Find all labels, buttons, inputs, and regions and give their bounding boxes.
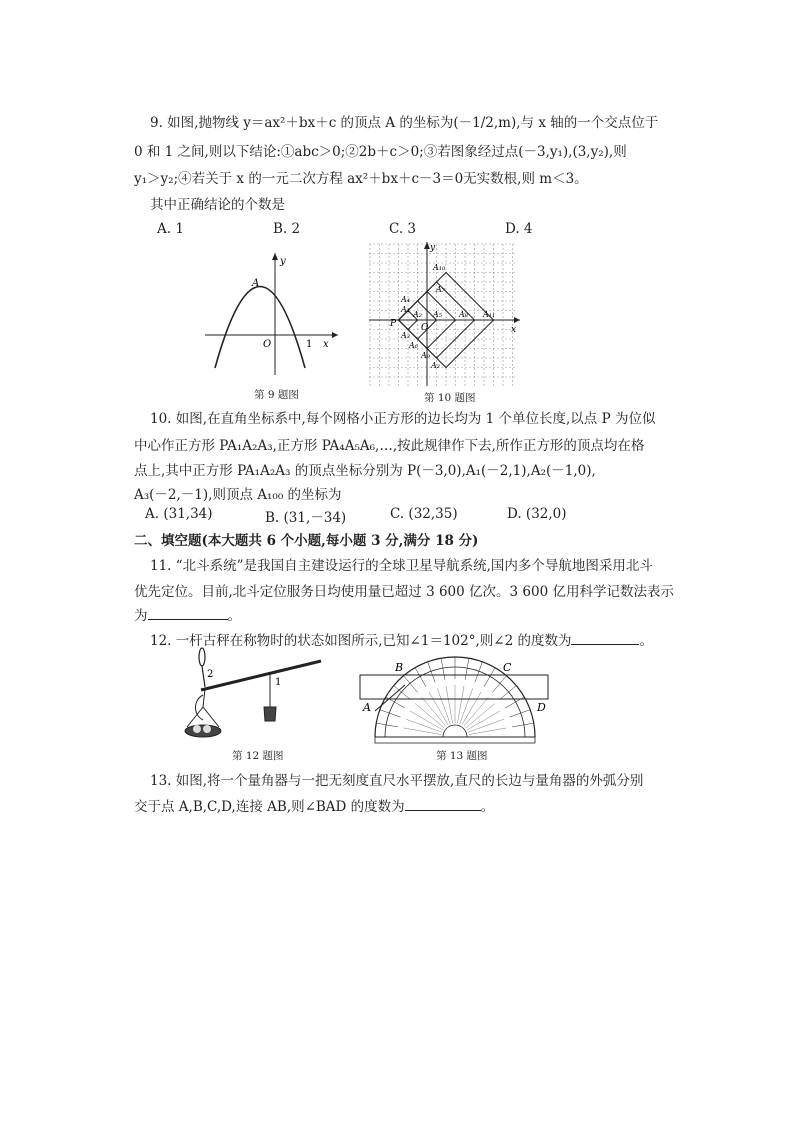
q10-option-b: B. (31,－34) bbox=[265, 510, 347, 526]
fig13-caption: 第 13 题图 bbox=[436, 750, 488, 762]
q10-line3: 点上,其中正方形 PA₁A₂A₃ 的顶点坐标分别为 P(－3,0),A₁(－2,1),A₂(－1,0), bbox=[134, 463, 596, 479]
fig13-c-label: C bbox=[503, 661, 512, 674]
q9-option-d: D. 4 bbox=[505, 221, 533, 237]
fig9-a-label: A bbox=[252, 278, 260, 289]
fig13-protractor-figure bbox=[355, 655, 555, 747]
fig12-caption: 第 12 题图 bbox=[232, 750, 284, 762]
q9-line3: y₁＞y₂;④若关于 x 的一元二次方程 ax²＋bx＋c－3＝0无实数根,则 m＜3。 bbox=[134, 171, 588, 187]
fig10-a6-label: A₆ bbox=[409, 341, 418, 350]
q9-option-a: A. 1 bbox=[157, 221, 184, 237]
fig10-a11-label: A₁₁ bbox=[483, 310, 496, 319]
q12-text: 12. 一杆古秤在称物时的状态如图所示,已知∠1＝102°,则∠2 的度数为 bbox=[150, 633, 572, 649]
fig9-one-label: 1 bbox=[306, 339, 313, 350]
fig10-a1-label: A₁ bbox=[401, 305, 410, 314]
q9-option-c: C. 3 bbox=[389, 221, 417, 237]
q13-line1: 13. 如图,将一个量角器与一把无刻度直尺水平摆放,直尺的长边与量角器的外弧分别 bbox=[150, 773, 644, 789]
fig10-a2-label: A₂ bbox=[413, 310, 422, 319]
q13-suffix: 。 bbox=[480, 799, 495, 815]
q13-line2 bbox=[134, 796, 494, 816]
q11-prefix: 为 bbox=[134, 608, 148, 624]
q9-option-b: B. 2 bbox=[273, 221, 301, 237]
fig9-parabola-figure bbox=[200, 250, 350, 380]
fig12-steelyard-figure bbox=[175, 645, 325, 745]
q11-suffix: 。 bbox=[227, 608, 241, 624]
q12-suffix: 。 bbox=[639, 633, 653, 649]
fig10-o-label: O bbox=[421, 323, 429, 333]
q11-line3 bbox=[134, 605, 241, 625]
fig10-caption: 第 10 题图 bbox=[424, 392, 476, 404]
fig10-a8-label: A₈ bbox=[459, 310, 468, 319]
fig13-d-label: D bbox=[537, 701, 546, 714]
fig10-a5-label: A₅ bbox=[433, 310, 442, 319]
q10-option-d: D. (32,0) bbox=[507, 506, 567, 522]
fig9-x-label: x bbox=[323, 339, 329, 350]
fig10-a9-label: A₉ bbox=[421, 351, 430, 360]
fig10-a10-label: A₁₀ bbox=[433, 263, 446, 272]
fig13-a-label: A bbox=[363, 701, 371, 714]
fig10-a3-label: A₃ bbox=[401, 331, 410, 340]
q10-line1: 10. 如图,在直角坐标系中,每个网格小正方形的边长均为 1 个单位长度,以点 P 为位似 bbox=[150, 411, 656, 427]
q11-answer-blank[interactable] bbox=[148, 605, 228, 620]
section-title-fill-in: 二、填空题(本大题共 6 个小题,每小题 3 分,满分 18 分) bbox=[134, 533, 479, 549]
q9-line4: 其中正确结论的个数是 bbox=[150, 197, 285, 213]
q13-answer-blank[interactable] bbox=[405, 796, 481, 811]
fig10-a12-label: A₂ bbox=[431, 361, 440, 370]
fig9-y-label: y bbox=[280, 256, 286, 267]
fig10-p-label: P bbox=[390, 319, 397, 329]
fig10-a7-label: A₇ bbox=[436, 285, 445, 294]
q10-option-a: A. (31,34) bbox=[145, 506, 213, 522]
fig12-angle1-label: 1 bbox=[275, 677, 282, 688]
q10-line4: A₃(－2,－1),则顶点 A₁₀₀ 的坐标为 bbox=[134, 487, 342, 503]
q10-option-c: C. (32,35) bbox=[390, 506, 458, 522]
fig10-x-label: x bbox=[511, 325, 517, 335]
q9-line1: 9. 如图,抛物线 y＝ax²＋bx＋c 的顶点 A 的坐标为(－1/2,m),与 x 轴的一个交点位于 bbox=[150, 115, 659, 131]
fig10-grid-figure bbox=[365, 240, 525, 388]
fig9-caption: 第 9 题图 bbox=[254, 389, 299, 401]
q11-line1: 11. “北斗系统”是我国自主建设运行的全球卫星导航系统,国内多个导航地图采用北斗 bbox=[150, 558, 653, 574]
fig12-angle2-label: 2 bbox=[207, 669, 214, 680]
q10-line2: 中心作正方形 PA₁A₂A₃,正方形 PA₄A₅A₆,…,按此规律作下去,所作正方形的顶点均在格 bbox=[134, 438, 645, 454]
fig10-a4-label: A₄ bbox=[401, 295, 410, 304]
q13-text: 交于点 A,B,C,D,连接 AB,则∠BAD 的度数为 bbox=[134, 799, 405, 815]
q12-answer-blank[interactable] bbox=[571, 630, 639, 645]
q9-line2: 0 和 1 之间,则以下结论:①abc＞0;②2b＋c＞0;③若图象经过点(－3,y₁),(3,y₂),则 bbox=[134, 144, 627, 160]
q11-line2: 优先定位。目前,北斗定位服务日均使用量已超过 3 600 亿次。3 600 亿用科学记数法表示 bbox=[134, 584, 674, 600]
fig10-y-label: y bbox=[430, 243, 436, 253]
fig13-b-label: B bbox=[395, 661, 404, 674]
fig9-o-label: O bbox=[263, 339, 272, 350]
